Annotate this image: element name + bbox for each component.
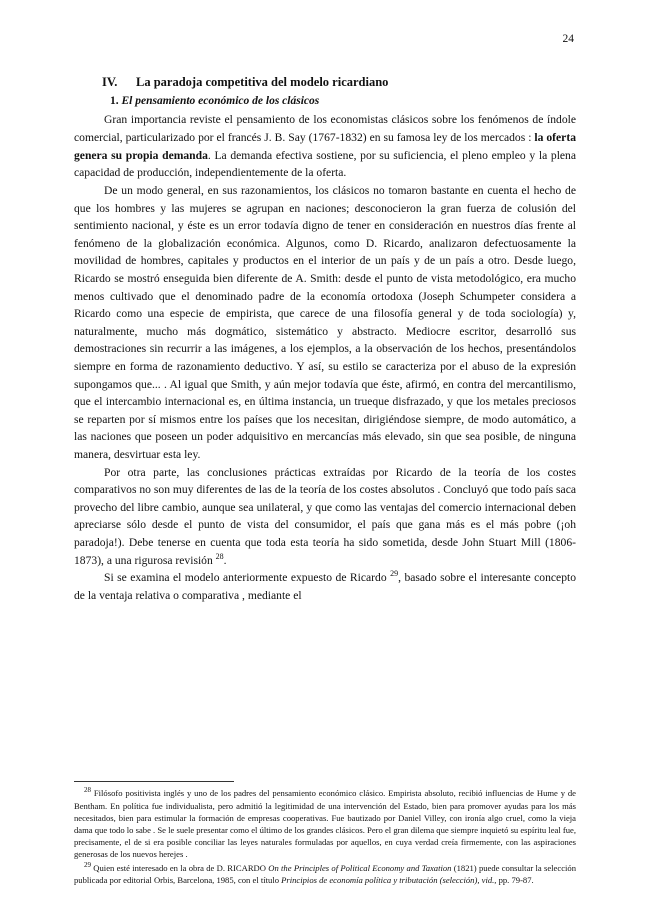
paragraph-3-end: .: [223, 553, 227, 567]
paragraph-1-text-a: Gran importancia reviste el pensamiento de los economistas clásicos sobre los fenómenos de índole comercial, particularizado por el francés J. B. Say (1767-1832) en su famosa ley de los mercados :: [74, 113, 576, 145]
paragraph-4-text-a: Si se examina el modelo anteriormente expuesto de Ricardo: [104, 571, 391, 585]
footnote-ref-29[interactable]: 29: [390, 569, 399, 579]
section-numeral: IV.: [102, 74, 118, 89]
footnote-ref-28[interactable]: 28: [215, 551, 224, 561]
footnote-29-text-a: Quien esté interesado en la obra de D. RICARDO: [93, 862, 269, 873]
section-heading: [74, 74, 576, 91]
footnote-28-text: Filósofo positivista inglés y uno de los padres del pensamiento económico clásico. Empirista absoluto, recibió influencias de Hume y de Bentham. En política fue individualista, pero admitió la legitimidad de una intervención del Estado, bien para promover ayudas para los más necesitados, bien para estimular la formación de empresas cooperativas. Fue bautizado por Daniel Villey, con ironía algo cruel, como la vieja dama que todo lo sabe . Se le suele presentar como el último de los grandes clásicos. Pero el gran dilema que siempre inquietó su espíritu leal fue, precisamente, el de si era posible conciliar las leyes naturales formuladas por aquellos, en cuya verdad creía firmemente, con las aspiraciones generosas de los nuevos herejes .: [74, 788, 576, 860]
subsection-title: El pensamiento económico de los clásicos: [121, 95, 320, 108]
subsection-heading: [74, 93, 576, 109]
footnote-28-number: 28: [84, 786, 91, 795]
paragraph-3-text: Por otra parte, las conclusiones prácticas extraídas por Ricardo de la teoría de los costes comparativos no son muy diferentes de las de la teoría de los costes absolutos . Concluyó que todo país saca provecho del libre cambio, aunque sea unilateral, y que como las ventajas del comercio internacional deben apreciarse sólo desde el punto de vista del consumidor, el país que gana más es el más pobre (¡oh paradoja!). Debe tenerse en cuenta que toda esta teoría ha sido sometida, desde John Stuart Mill (1806-1873), a una rigurosa revisión: [74, 465, 576, 567]
paragraph-4: [74, 569, 576, 604]
footnote-29: [74, 862, 576, 886]
footnote-29-title-es: Principios de economía política y tributación (selección), vid.: [281, 874, 495, 885]
footnote-29-title: On the Principles of Political Economy and Taxation: [268, 862, 452, 873]
page-number: 24: [562, 33, 574, 45]
section-title: La paradoja competitiva del modelo ricardiano: [136, 74, 389, 89]
paragraph-1: [74, 111, 576, 181]
paragraph-2: De un modo general, en sus razonamientos, los clásicos no tomaron bastante en cuenta el hecho de que los hombres y las mujeres se agrupan en naciones; desconocieron la gran fuerza de colusión del sentimiento nacional, y éste es un error todavía digno de tener en consideración en nuestros días frente al fenómeno de la globalización económica. Algunos, como D. Ricardo, analizaron defectuosamente la movilidad de hombres, capitales y productos en el interior de un país y de un país a otro. Desde luego, Ricardo se mostró enseguida bien diferente de A. Smith: desde el punto de vista metodológico, era mucho menos cultivado que el denominado padre de la economía ortodoxa (Joseph Schumpeter considera a Ricardo como una especie de empirista, que carece de una filosofía general y de toda sociología) y, naturalmente, mucho más dogmático, sistemático y abstracto. Mediocre escritor, desarrolló sus demostraciones sin recurrir a las imágenes, a los ejemplos, a la observación de los hechos, presentándolos siempre en forma de razonamiento deductivo. Y así, su estilo se caracteriza por el abuso de la expresión supongamos que... . Al igual que Smith, y aún mejor todavía que éste, afirmó, en contra del mercantilismo, que el intercambio internacional es, en última instancia, un trueque disfrazado, y que los metales preciosos se reparten por sí mismos entre los países que los necesitan, dirigiéndose siempre, de modo automático, a las naciones que poseen un poder adquisitivo en mercancías más elevado, sin que sea posible, de ninguna manera, desvirtuar esta ley.: [74, 183, 576, 462]
footnote-29-number: 29: [84, 860, 91, 869]
footnote-area: [74, 781, 576, 887]
paragraph-1-text-b: . La demanda efectiva sostiene, por su suficiencia, el pleno empleo y la plena capacidad de producción, independientemente de la oferta.: [74, 148, 576, 180]
paragraph-1-emphasis: la oferta genera su propia demanda: [74, 131, 576, 162]
paragraph-3: [74, 464, 576, 570]
paragraph-4-text-b: , basado sobre el interesante concepto de la ventaja relativa o comparativa , mediante el: [74, 571, 577, 602]
footnote-separator: [74, 781, 234, 782]
footnote-28: [74, 787, 576, 860]
footnote-29-text-b: (1821) puede consultar la selección publicada por editorial Orbis, Barcelona, 1985, con el título: [74, 862, 576, 885]
footnote-29-text-c: , pp. 79-87.: [494, 874, 534, 885]
subsection-number: 1.: [110, 95, 119, 108]
